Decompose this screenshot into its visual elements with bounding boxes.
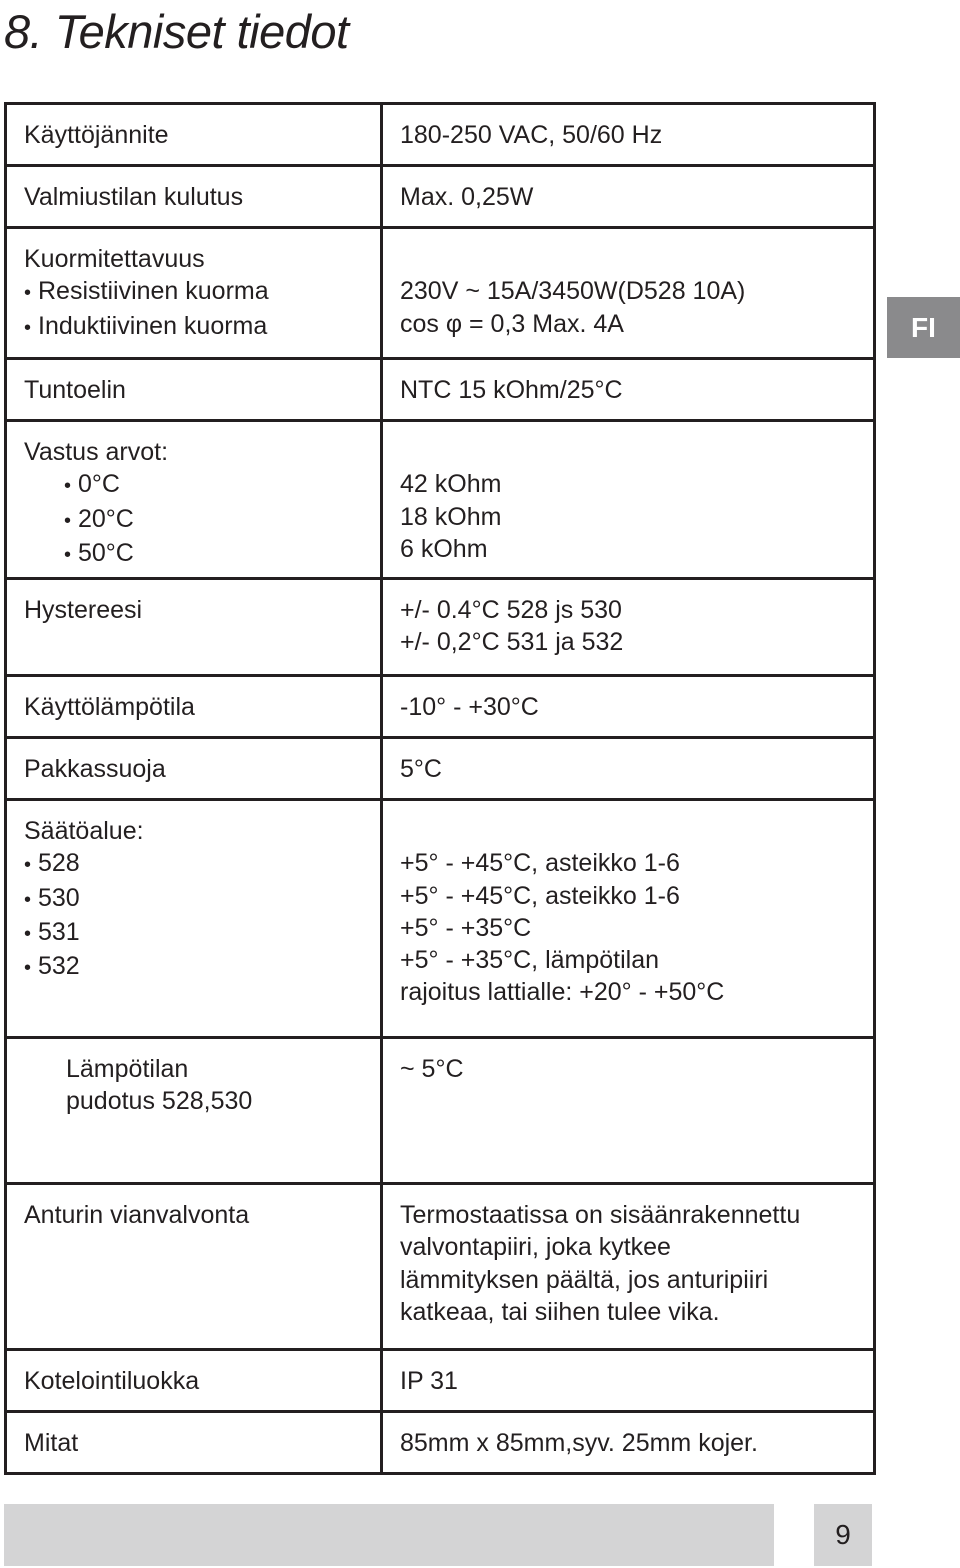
spec-value: +/- 0.4°C 528 js 530 xyxy=(400,596,622,624)
spec-value: Max. 0,25W xyxy=(382,166,875,228)
spec-label-cell xyxy=(6,800,382,1038)
spec-label: pudotus 528,530 xyxy=(66,1087,253,1116)
table-row xyxy=(6,166,875,228)
spec-value: 5°C xyxy=(382,738,875,800)
spec-value: 6 kOhm xyxy=(400,534,488,563)
spec-value: 230V ~ 15A/3450W(D528 10A) xyxy=(400,277,746,306)
spec-value-cell xyxy=(382,421,875,579)
spec-value: NTC 15 kOhm/25°C xyxy=(382,359,875,421)
spec-item: • 20°C xyxy=(24,503,364,537)
spec-item: • 530 xyxy=(24,882,364,916)
spec-value: 180-250 VAC, 50/60 Hz xyxy=(382,104,875,166)
table-row xyxy=(6,800,875,1038)
spec-label: Kotelointiluokka xyxy=(6,1350,382,1412)
spec-value: 42 kOhm xyxy=(400,470,502,499)
table-row xyxy=(6,359,875,421)
spec-label: Kuormitettavuus xyxy=(24,245,205,273)
spec-label-cell xyxy=(6,421,382,579)
spec-item: • 532 xyxy=(24,950,364,984)
spec-value: -10° - +30°C xyxy=(382,676,875,738)
table-row xyxy=(6,1184,875,1350)
spec-label: Pakkassuoja xyxy=(6,738,382,800)
spec-value: IP 31 xyxy=(382,1350,875,1412)
spec-value: 18 kOhm xyxy=(400,502,502,531)
spec-label: Hystereesi xyxy=(6,579,382,676)
spec-item: • Induktiivinen kuorma xyxy=(24,310,364,344)
page-title: 8. Tekniset tiedot xyxy=(4,5,349,58)
table-row xyxy=(6,579,875,676)
spec-value: cos φ = 0,3 Max. 4A xyxy=(400,309,624,338)
spec-value: Termostaatissa on sisäänrakennettu xyxy=(400,1201,801,1229)
footer-bar xyxy=(4,1504,774,1566)
spec-item: • 531 xyxy=(24,916,364,950)
spec-value: ~ 5°C xyxy=(382,1038,875,1184)
spec-label: Käyttöjännite xyxy=(6,104,382,166)
spec-value-cell xyxy=(382,228,875,359)
table-row xyxy=(6,676,875,738)
spec-value: +5° - +45°C, asteikko 1-6 xyxy=(400,849,680,878)
spec-label: Käyttölämpötila xyxy=(6,676,382,738)
spec-label: Anturin vianvalvonta xyxy=(6,1184,382,1350)
spec-label: Valmiustilan kulutus xyxy=(6,166,382,228)
spec-value: lämmityksen päältä, jos anturipiiri xyxy=(400,1265,769,1294)
language-tab: FI xyxy=(887,297,960,358)
table-row xyxy=(6,1038,875,1184)
spec-label-cell xyxy=(6,228,382,359)
spec-label: Mitat xyxy=(6,1412,382,1474)
spec-value: rajoitus lattialle: +20° - +50°C xyxy=(400,978,725,1007)
spec-label: Säätöalue: xyxy=(24,817,144,845)
spec-value: katkeaa, tai siihen tulee vika. xyxy=(400,1297,720,1326)
page-number: 9 xyxy=(814,1504,872,1566)
spec-value-cell xyxy=(382,579,875,676)
spec-table xyxy=(4,102,876,1475)
spec-label: Lämpötilan xyxy=(66,1055,189,1083)
spec-label-cell xyxy=(6,1038,382,1184)
spec-value: valvontapiiri, joka kytkee xyxy=(400,1233,671,1262)
table-row xyxy=(6,738,875,800)
table-row xyxy=(6,421,875,579)
spec-label: Vastus arvot: xyxy=(24,438,169,466)
spec-item: • 528 xyxy=(24,847,364,881)
spec-item: • 0°C xyxy=(24,468,364,502)
spec-value: +5° - +35°C xyxy=(400,913,532,942)
spec-item: • Resistiivinen kuorma xyxy=(24,275,364,309)
spec-label: Tuntoelin xyxy=(6,359,382,421)
spec-value: 85mm x 85mm,syv. 25mm kojer. xyxy=(382,1412,875,1474)
table-row xyxy=(6,104,875,166)
spec-value: +5° - +35°C, lämpötilan xyxy=(400,946,660,975)
spec-value-cell xyxy=(382,800,875,1038)
spec-item: • 50°C xyxy=(24,537,364,571)
spec-value: +/- 0,2°C 531 ja 532 xyxy=(400,628,624,657)
table-row xyxy=(6,1350,875,1412)
table-row xyxy=(6,228,875,359)
table-row xyxy=(6,1412,875,1474)
spec-value-cell xyxy=(382,1184,875,1350)
spec-value: +5° - +45°C, asteikko 1-6 xyxy=(400,881,680,910)
